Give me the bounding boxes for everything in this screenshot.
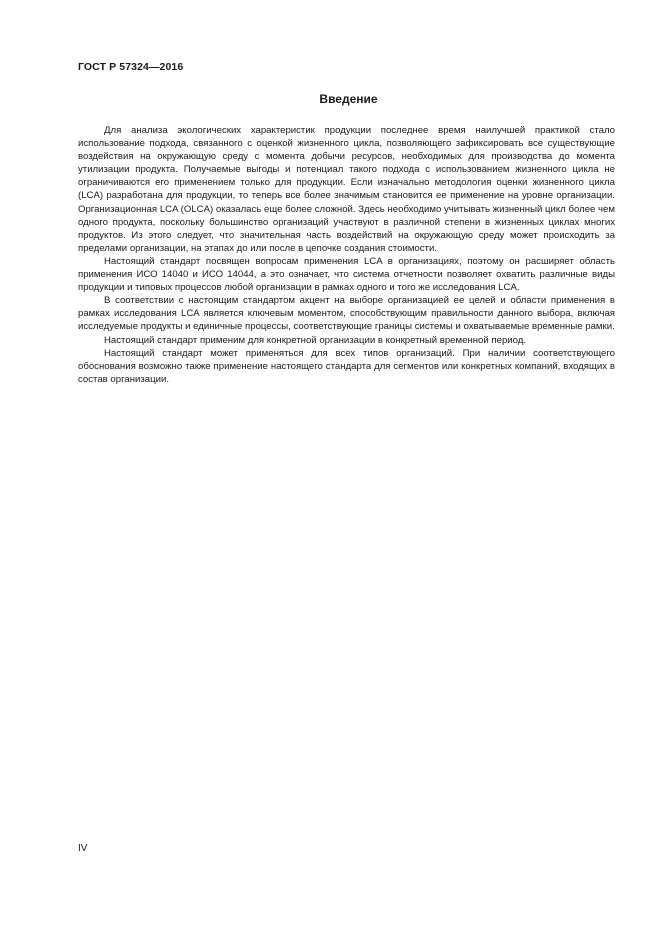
- section-title: Введение: [319, 92, 378, 106]
- document-code: ГОСТ Р 57324—2016: [78, 61, 184, 73]
- paragraph: Для анализа экологических характеристик продукции последнее время наилучшей практикой стало использование подхода, связанного с оценкой жизненного цикла, позволяющего зафиксировать все существующие воздействия на окружающую среду с момента добычи ресурсов, необходимых для производства до момента утилизации продукта. Получаемые выгоды и потенциал такого подхода с использованием жизненного цикла не ограничиваются его применением только для продукции. Если изначально методология оценки жизненного цикла (LCA) разработана для продукции, то теперь все более значимым становится ее применение на уровне организации. Организационная LCA (OLCA) оказалась еще более сложной. Здесь необходимо учитывать жизненный цикл более чем одного продукта, поскольку большинство организаций участвуют в различной степени в жизненных циклах многих продуктов. Из этого следует, что значительная часть воздействий на окружающую среду может происходить за пределами организации, на этапах до или после в цепочке создания стоимости.: [78, 125, 615, 254]
- paragraph: Настоящий стандарт применим для конкретной организации в конкретный временной период.: [104, 334, 527, 346]
- body-text: [78, 124, 615, 386]
- paragraph: В соответствии с настоящим стандартом акцент на выборе организацией ее целей и области применения в рамках исследования LCA является ключевым моментом, способствующим правильности данного выбора, включая исследуемые продукты и единичные процессы, соответствующие границы системы и охватываемые временные рамки.: [78, 295, 615, 333]
- paragraph: Настоящий стандарт посвящен вопросам применения LCA в организациях, поэтому он расширяет область применения ИСО 14040 и ИСО 14044, а это означает, что система отчетности позволяет охватить различные виды продукции и типовых процессов любой организации в рамках одного и того же исследования LCA.: [78, 255, 615, 294]
- page-number: IV: [78, 843, 88, 854]
- paragraph: Настоящий стандарт может применяться для всех типов организаций. При наличии соответствующего обоснования возможно также применение настоящего стандарта для сегментов или конкретных компаний, входящих в состав организации.: [78, 347, 615, 385]
